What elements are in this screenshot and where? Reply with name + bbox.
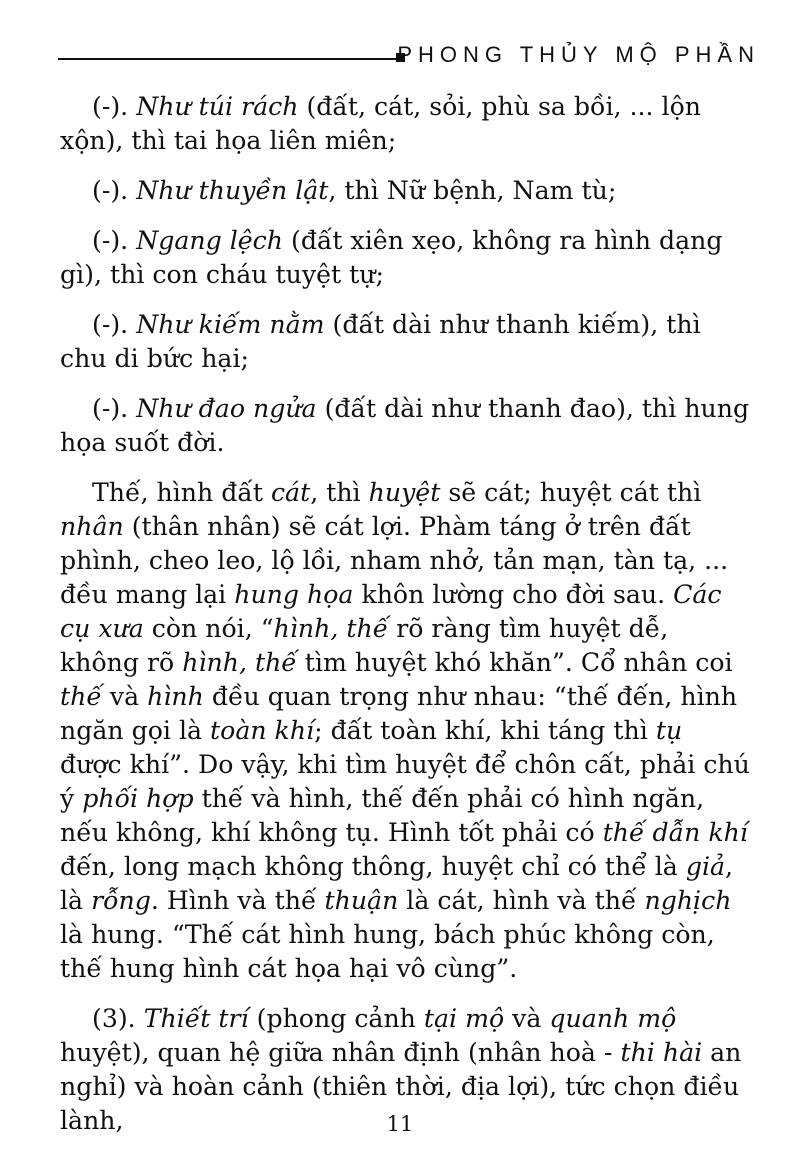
body-text: [60, 90, 750, 1154]
text-run: còn nói, “: [143, 614, 274, 643]
italic-run: Như kiếm nằm: [136, 310, 325, 339]
italic-run: tụ: [655, 716, 683, 745]
text-run: thế và hình, thế đến phải có hình ngăn, nếu không, khí không tụ. Hình tốt phải có: [60, 784, 705, 847]
text-run: ; đất toàn khí, khi táng thì: [314, 716, 656, 745]
italic-run: nghịch: [644, 886, 732, 915]
italic-run: thuận: [324, 886, 399, 915]
text-run: tìm huyệt khó khăn”. Cổ nhân coi: [296, 648, 733, 677]
italic-run: thi hài: [620, 1038, 703, 1067]
italic-run: quanh mộ: [549, 1004, 677, 1033]
text-run: (đất dài như thanh kiếm), thì chu di bức hại;: [60, 310, 701, 373]
italic-run: tại mộ: [423, 1004, 505, 1033]
text-run: an nghỉ) và hoàn cảnh (thiên thời, địa lợi), tức chọn điều lành,: [60, 1038, 742, 1135]
italic-run: Thiết trí: [143, 1004, 249, 1033]
text-run: , thì Nữ bệnh, Nam tù;: [328, 176, 617, 205]
text-run: sẽ cát; huyệt cát thì: [440, 478, 702, 507]
header-rule: [58, 58, 396, 60]
italic-run: thế: [60, 682, 102, 711]
text-run: (đất dài như thanh đao), thì hung họa suốt đời.: [60, 394, 750, 457]
text-run: đều quan trọng như nhau: “thế đến, hình ngăn gọi là: [60, 682, 738, 745]
text-run: khôn lường cho đời sau.: [353, 580, 674, 609]
paragraph: [60, 392, 750, 460]
running-header: [58, 30, 760, 67]
italic-run: toàn khí: [210, 716, 315, 745]
italic-run: hình: [147, 682, 204, 711]
italic-run: huyệt: [368, 478, 441, 507]
text-run: huyệt), quan hệ giữa nhân định (nhân hoà -: [60, 1038, 621, 1067]
text-run: (-).: [92, 226, 137, 255]
text-run: rõ ràng tìm huyệt dễ, không rõ: [60, 614, 669, 677]
italic-run: hung họa: [234, 580, 354, 609]
paragraph: [60, 476, 750, 986]
text-run: (thân nhân) sẽ cát lợi. Phàm táng ở trên đất phình, cheo leo, lộ lồi, nham nhở, tản mạn, tàn tạ, ... đều mang lại: [60, 512, 729, 609]
text-run: và: [101, 682, 148, 711]
text-run: là hung. “Thế cát hình hung, bách phúc không còn, thế hung hình cát họa hại vô cùng”.: [60, 920, 715, 983]
text-run: (-).: [92, 310, 137, 339]
italic-run: giả: [685, 852, 726, 881]
text-run: (đất, cát, sỏi, phù sa bồi, ... lộn xộn), thì tai họa liên miên;: [60, 92, 702, 155]
italic-run: phối hợp: [82, 784, 194, 813]
text-run: là cát, hình và thế: [398, 886, 645, 915]
header-title: PHONG THỦY MỘ PHẦN: [397, 42, 760, 67]
italic-run: Như túi rách: [136, 92, 299, 121]
italic-run: cát: [270, 478, 311, 507]
italic-run: Như đao ngửa: [136, 394, 317, 423]
text-run: , là: [60, 852, 734, 915]
page-number: 11: [386, 1112, 414, 1136]
paragraph: [60, 174, 750, 208]
text-run: (phong cảnh: [248, 1004, 424, 1033]
italic-run: hình, thế: [273, 614, 389, 643]
text-run: được khí”. Do vậy, khi tìm huyệt để chôn cất, phải chú ý: [60, 750, 750, 813]
text-run: và: [504, 1004, 550, 1033]
italic-run: nhân: [60, 512, 124, 541]
text-run: . Hình và thế: [150, 886, 325, 915]
italic-run: rỗng: [91, 886, 151, 915]
paragraph: [60, 308, 750, 376]
italic-run: Ngang lệch: [136, 226, 284, 255]
text-run: (-).: [92, 176, 137, 205]
text-run: đến, long mạch không thông, huyệt chỉ có thể là: [60, 852, 686, 881]
text-run: (-).: [92, 92, 137, 121]
italic-run: hình, thế: [182, 648, 297, 677]
paragraph: [60, 224, 750, 292]
text-run: (-).: [92, 394, 137, 423]
italic-run: Như thuyền lật: [136, 176, 329, 205]
paragraph: [60, 90, 750, 158]
text-run: (đất xiên xẹo, không ra hình dạng gì), thì con cháu tuyệt tự;: [60, 226, 723, 289]
text-run: Thế, hình đất: [92, 478, 271, 507]
italic-run: thế dẫn khí: [602, 818, 748, 847]
italic-run: Các cụ xưa: [60, 580, 722, 643]
text-run: , thì: [310, 478, 369, 507]
text-run: (3).: [92, 1004, 144, 1033]
